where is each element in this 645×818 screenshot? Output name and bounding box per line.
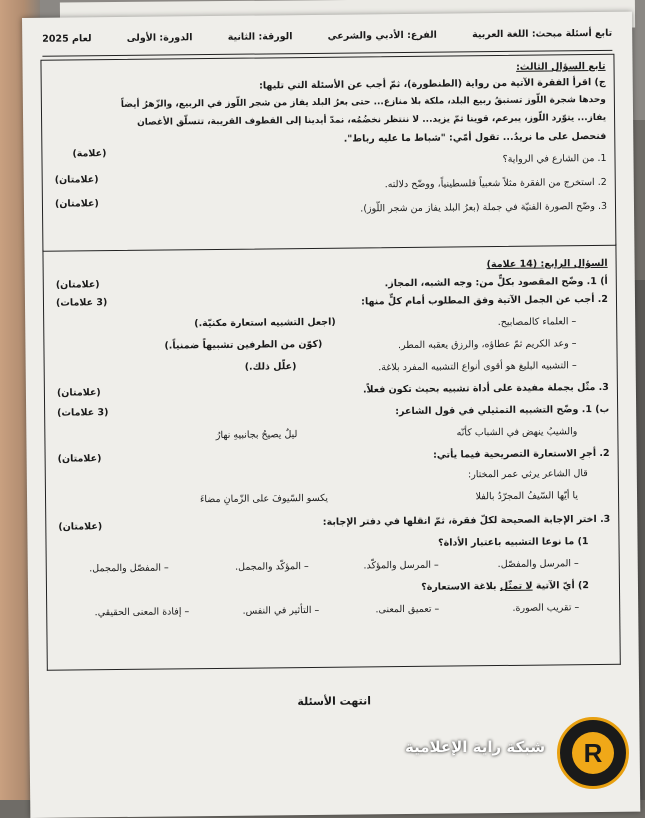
- q4-a2-item-3-req: (علّل ذلك.): [244, 361, 297, 373]
- q4-b3-q1: 1) ما نوعا التشبيه باعتبار الأداة؟: [438, 536, 589, 549]
- header-paper: الورقة: الثانية: [227, 31, 293, 43]
- q4-b3-q2-opt-2: – تعميق المعنى.: [375, 603, 440, 616]
- q4-a2-item-1-req: (اجعل التشبيه استعارة مكنيّة.): [194, 316, 336, 330]
- q4-b3-mark: (علامتان): [58, 521, 103, 533]
- q4-b3-q2-pre: 2) أيّ الآتية: [532, 580, 590, 592]
- q4-b1-mark: (3 علامات): [57, 407, 109, 419]
- q3-item-2: 2. استخرج من الفقرة مثلاً شعبياً فلسطينياً، ووضّح دلالته.: [384, 176, 607, 191]
- q4-a2: 2. أجب عن الجمل الآتية وفق المطلوب أمام كلٍّ منها:: [361, 293, 609, 308]
- q4-b2-verse-a: يا أيّها السّيفُ المجرّدُ بالفلا: [475, 490, 579, 503]
- q4-b3-q2: [55, 580, 589, 597]
- q3-intro: ج) اقرأ الفقرة الآتية من رواية (الطنطورة)، ثمّ أجب عن الأسئلة التي تليها:: [258, 76, 606, 92]
- q3-item-1-mark: (علامة): [72, 148, 107, 160]
- q4-b3-q2-post: بلاغة الاستعارة؟: [421, 581, 500, 593]
- q4-b2: 2. أجرِ الاستعارة التصريحية فيما يأتي:: [433, 447, 610, 461]
- q4-b3-q1-opt-2: – المرسل والمؤكّد.: [363, 559, 439, 572]
- q3-item-1: 1. من الشارع في الرواية؟: [502, 152, 607, 165]
- q3-passage-3: فنحصل على ما نريدُ... تقول أمّي: "شباط ما عليه رباط".: [343, 130, 607, 145]
- watermark-logo: [557, 717, 629, 789]
- q4-a1: أ) 1. وضّح المقصود بكلٍّ من: وجه الشبه، المجاز.: [384, 275, 608, 290]
- q4-a2-item-1: – العلماء كالمصابيح.: [497, 316, 577, 329]
- q4-b2-intro: قال الشاعر يرثي عمر المختار:: [467, 468, 588, 481]
- header-branch: الفرع: الأدبي والشرعي: [327, 29, 437, 42]
- q3-title: تابع السؤال الثالث:: [516, 60, 606, 73]
- exam-header: [42, 24, 612, 57]
- end-of-questions: انتهت الأسئلة: [297, 694, 372, 709]
- q4-title: السؤال الرابع: (14 علامة): [486, 257, 608, 271]
- q4-a2-item-2-req: (كوّن من الطرفين تشبيهاً ضمنياً.): [164, 338, 323, 352]
- q4-b3-q1-opt-4: – المفصّل والمجمل.: [89, 562, 169, 575]
- q4-a2-mark: (3 علامات): [55, 297, 108, 309]
- q4-a3-mark: (علامتان): [56, 387, 101, 399]
- q3-passage-2: يفاز... يتوّرد اللّوز، يبرعم، قوينا ثمّ يزيد... لا ننتظر نخضُمُه، نمدّ أيدينا إلى القطوف القريبة، تتسلّق الأغصان: [137, 112, 607, 128]
- logo-letter: R: [572, 732, 614, 774]
- q3-passage-1: وحدها شجرة اللّوز تستبقُ ربيع البلد، ملكة بلا منازع... حتى بعرُ البلد يفاز من شجر اللّوز في الربيع، والزّهرُ أيضاً: [120, 94, 606, 110]
- q4-b3-q1-opt-3: – المؤكّد والمجمل.: [235, 561, 309, 573]
- q4-b3: 3. اختر الإجابة الصحيحة لكلّ فقرة، ثمّ انقلها في دفتر الإجابة:: [322, 513, 611, 528]
- q4-a2-item-2: – وعد الكريم ثمّ عطاؤه، والرزق يعقبه المطر.: [397, 338, 577, 352]
- watermark-name: شبكة راية الإعلامية: [405, 738, 546, 756]
- question-4-box: [42, 244, 620, 671]
- q4-b3-q2-opt-1: – تقريب الصورة.: [512, 602, 580, 614]
- header-year: لعام 2025: [42, 33, 92, 45]
- q4-b2-mark: (علامتان): [57, 453, 102, 465]
- q4-b3-q2-opt-3: – التأثير في النفس.: [242, 604, 320, 617]
- q4-b3-q1-opt-1: – المرسل والمفصّل.: [497, 558, 579, 571]
- q4-b1-verse-b: ليلٌ يصيحُ بجانبيهِ نهارُ: [215, 429, 298, 441]
- q3-item-2-mark: (علامتان): [54, 174, 99, 186]
- q4-b3-q2-underline: لا تمثّل: [499, 580, 533, 593]
- header-session: الدورة: الأولى: [126, 32, 193, 44]
- q4-b1-verse-a: والشيبُ ينهض في الشباب كأنّه: [456, 426, 578, 439]
- exam-sheet: [22, 12, 640, 818]
- q4-a3: 3. مثّل بجملة مفيدة على أداة تشبيه بحيث تكون فعلاً.: [362, 381, 609, 396]
- q4-b1: ب) 1. وضّح التشبيه التمثيلي في قول الشاعر:: [395, 403, 610, 418]
- q4-a2-item-3: – التشبيه البليغ هو أقوى أنواع التشبيه المفرد بلاغة.: [378, 360, 577, 374]
- header-exam: تابع أسئلة مبحث: اللغة العربية: [472, 27, 613, 41]
- q3-item-3: 3. وضّح الصورة الفنيّة في جملة (بعرُ البلد يفاز من شجر اللّوز).: [360, 200, 608, 215]
- q4-b3-q2-opt-4: – إفادة المعنى الحقيقي.: [94, 606, 190, 619]
- q4-a1-mark: (علامتان): [55, 279, 100, 291]
- question-3-box: [40, 54, 616, 252]
- q3-item-3-mark: (علامتان): [54, 198, 99, 210]
- q4-b2-verse-b: يكسو السّيوفَ على الزّمانِ مضاءَ: [199, 492, 329, 506]
